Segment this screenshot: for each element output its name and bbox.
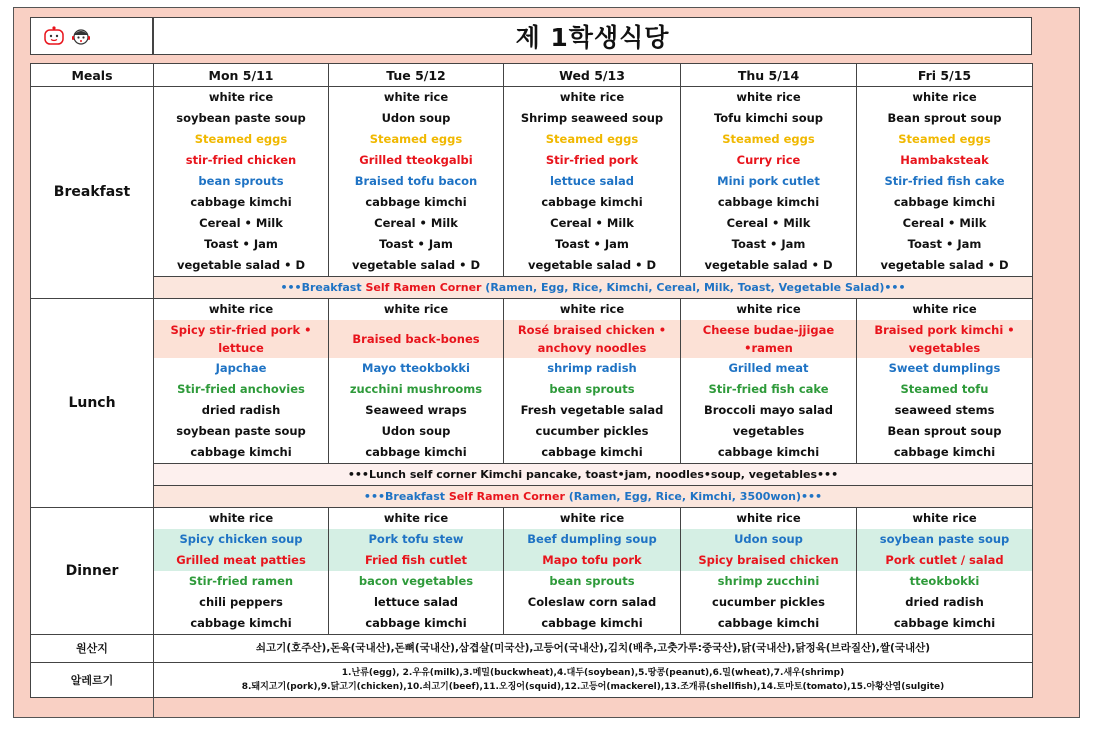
menu-item: Bean sprout soup bbox=[857, 108, 1033, 129]
menu-item: dried radish bbox=[154, 400, 329, 421]
menu-item: Mayo tteokbokki bbox=[329, 358, 504, 379]
dinner-row bbox=[31, 529, 1033, 550]
menu-item: vegetable salad • D bbox=[154, 255, 329, 277]
menu-item: Japchae bbox=[154, 358, 329, 379]
menu-item: bean sprouts bbox=[504, 571, 681, 592]
banner-text: •••Breakfast bbox=[363, 490, 449, 503]
menu-item: Pork cutlet / salad bbox=[857, 550, 1033, 571]
breakfast-row bbox=[31, 255, 1033, 277]
menu-item: white rice bbox=[681, 87, 857, 109]
notice-banner bbox=[154, 277, 1033, 299]
menu-table bbox=[30, 63, 1033, 698]
menu-item: white rice bbox=[329, 87, 504, 109]
menu-item: lettuce salad bbox=[329, 592, 504, 613]
menu-item: white rice bbox=[857, 87, 1033, 109]
menu-item: Grilled meat bbox=[681, 358, 857, 379]
menu-item: Cereal • Milk bbox=[329, 213, 504, 234]
banner-text: •••Breakfast bbox=[280, 281, 366, 294]
menu-item: cabbage kimchi bbox=[504, 192, 681, 213]
menu-item: Udon soup bbox=[329, 108, 504, 129]
menu-item: Broccoli mayo salad bbox=[681, 400, 857, 421]
page-title: 제 1학생식당 bbox=[515, 23, 670, 52]
menu-item: Udon soup bbox=[681, 529, 857, 550]
menu-item: white rice bbox=[329, 508, 504, 530]
menu-item: Steamed eggs bbox=[329, 129, 504, 150]
menu-body bbox=[31, 87, 1033, 698]
banner-text: (Ramen, Egg, Rice, Kimchi, Cereal, Milk, Toast, Vegetable Salad)••• bbox=[481, 281, 906, 294]
lunch-row bbox=[31, 400, 1033, 421]
menu-item: Grilled meat patties bbox=[154, 550, 329, 571]
meal-label: Breakfast bbox=[31, 87, 154, 299]
menu-item: Steamed eggs bbox=[504, 129, 681, 150]
menu-item: cabbage kimchi bbox=[504, 442, 681, 464]
lunch-row bbox=[31, 442, 1033, 464]
menu-item: cucumber pickles bbox=[504, 421, 681, 442]
menu-item: Stir-fried fish cake bbox=[681, 379, 857, 400]
menu-item: zucchini mushrooms bbox=[329, 379, 504, 400]
menu-item: Steamed eggs bbox=[681, 129, 857, 150]
menu-item: Braised back-bones bbox=[329, 320, 504, 358]
allergy-line: 1.난류(egg), 2.우유(milk),3.메밀(buckwheat),4.대두(soybean),5.땅콩(peanut),6.밀(wheat),7.새우(shrimp) bbox=[341, 668, 845, 678]
lunch-row bbox=[31, 299, 1033, 321]
menu-item: Stir-fried fish cake bbox=[857, 171, 1033, 192]
menu-item: lettuce salad bbox=[504, 171, 681, 192]
breakfast-row bbox=[31, 192, 1033, 213]
menu-item: Braised pork kimchi • vegetables bbox=[857, 320, 1033, 358]
allergy-label: 알레르기 bbox=[31, 663, 154, 698]
menu-item: Stir-fried ramen bbox=[154, 571, 329, 592]
origin-text: 쇠고기(호주산),돈육(국내산),돈뼈(국내산),삼겹살(미국산),고등어(국내산),김치(배추,고춧가루:중국산),닭(국내산),닭정육(브라질산),쌀(국내산) bbox=[154, 635, 1033, 663]
day-header: Thu 5/14 bbox=[681, 64, 857, 87]
notice-banner bbox=[154, 486, 1033, 508]
menu-item: cabbage kimchi bbox=[681, 613, 857, 635]
menu-item: cabbage kimchi bbox=[329, 613, 504, 635]
allergy-text bbox=[154, 663, 1033, 698]
menu-item: white rice bbox=[504, 299, 681, 321]
header-row bbox=[31, 64, 1033, 87]
menu-item: Cereal • Milk bbox=[504, 213, 681, 234]
menu-item: Spicy stir-fried pork • lettuce bbox=[154, 320, 329, 358]
robot-mascot-icon bbox=[43, 26, 65, 46]
menu-item: dried radish bbox=[857, 592, 1033, 613]
menu-item: chili peppers bbox=[154, 592, 329, 613]
menu-item: cabbage kimchi bbox=[154, 613, 329, 635]
menu-item: white rice bbox=[681, 299, 857, 321]
chef-mascot-icon bbox=[69, 26, 93, 46]
dinner-row bbox=[31, 571, 1033, 592]
menu-item: Bean sprout soup bbox=[857, 421, 1033, 442]
menu-item: vegetables bbox=[681, 421, 857, 442]
lunch-row bbox=[31, 358, 1033, 379]
menu-item: Toast • Jam bbox=[329, 234, 504, 255]
menu-item: Stir-fried pork bbox=[504, 150, 681, 171]
menu-item: cabbage kimchi bbox=[504, 613, 681, 635]
banner-text: Self Ramen Corner bbox=[365, 281, 482, 294]
breakfast-row bbox=[31, 213, 1033, 234]
menu-item: soybean paste soup bbox=[154, 421, 329, 442]
menu-item: Cheese budae-jjigae •ramen bbox=[681, 320, 857, 358]
menu-item: shrimp radish bbox=[504, 358, 681, 379]
menu-item: Mini pork cutlet bbox=[681, 171, 857, 192]
lunch-row bbox=[31, 421, 1033, 442]
menu-item: cabbage kimchi bbox=[681, 192, 857, 213]
dinner-row bbox=[31, 592, 1033, 613]
menu-item: cabbage kimchi bbox=[681, 442, 857, 464]
menu-item: Toast • Jam bbox=[154, 234, 329, 255]
breakfast-row bbox=[31, 87, 1033, 109]
menu-item: Toast • Jam bbox=[857, 234, 1033, 255]
banner-text: Self Ramen Corner bbox=[448, 490, 565, 503]
title-box bbox=[153, 17, 1032, 55]
menu-item: white rice bbox=[504, 87, 681, 109]
menu-item: Curry rice bbox=[681, 150, 857, 171]
menu-item: Cereal • Milk bbox=[857, 213, 1033, 234]
menu-item: cabbage kimchi bbox=[857, 192, 1033, 213]
dinner-row bbox=[31, 508, 1033, 530]
menu-item: Pork tofu stew bbox=[329, 529, 504, 550]
menu-item: Udon soup bbox=[329, 421, 504, 442]
notice-banner bbox=[154, 464, 1033, 486]
day-header: Wed 5/13 bbox=[504, 64, 681, 87]
menu-item: Braised tofu bacon bbox=[329, 171, 504, 192]
menu-item: white rice bbox=[154, 508, 329, 530]
logo-area bbox=[30, 17, 153, 55]
menu-item: bean sprouts bbox=[504, 379, 681, 400]
menu-item: cabbage kimchi bbox=[857, 613, 1033, 635]
menu-item: Steamed eggs bbox=[154, 129, 329, 150]
menu-item: vegetable salad • D bbox=[504, 255, 681, 277]
menu-item: seaweed stems bbox=[857, 400, 1033, 421]
menu-item: Steamed tofu bbox=[857, 379, 1033, 400]
menu-item: cabbage kimchi bbox=[154, 192, 329, 213]
day-header: Tue 5/12 bbox=[329, 64, 504, 87]
menu-item: soybean paste soup bbox=[857, 529, 1033, 550]
allergy-line: 8.돼지고기(pork),9.닭고기(chicken),10.쇠고기(beef),11.오징어(squid),12.고등어(mackerel),13.조개류(shellfish),14.토마토(tomato),15.아황산염(sulgite) bbox=[241, 682, 945, 692]
lunch-row bbox=[31, 379, 1033, 400]
menu-item: Beef dumpling soup bbox=[504, 529, 681, 550]
breakfast-row bbox=[31, 150, 1033, 171]
menu-item: white rice bbox=[681, 508, 857, 530]
menu-item: Spicy chicken soup bbox=[154, 529, 329, 550]
menu-item: vegetable salad • D bbox=[329, 255, 504, 277]
meals-header: Meals bbox=[31, 64, 154, 87]
menu-item: cabbage kimchi bbox=[857, 442, 1033, 464]
menu-item: Stir-fried anchovies bbox=[154, 379, 329, 400]
menu-item: white rice bbox=[154, 87, 329, 109]
breakfast-row bbox=[31, 234, 1033, 255]
menu-item: white rice bbox=[154, 299, 329, 321]
menu-item: Fried fish cutlet bbox=[329, 550, 504, 571]
lunch-banner-row bbox=[31, 464, 1033, 486]
lunch-banner-row bbox=[31, 486, 1033, 508]
menu-item: white rice bbox=[504, 508, 681, 530]
menu-item: Cereal • Milk bbox=[681, 213, 857, 234]
menu-item: white rice bbox=[857, 508, 1033, 530]
menu-item: Steamed eggs bbox=[857, 129, 1033, 150]
menu-item: vegetable salad • D bbox=[681, 255, 857, 277]
banner-text: •••Lunch self corner Kimchi pancake, toast•jam, noodles•soup, vegetables••• bbox=[347, 468, 839, 481]
menu-item: Spicy braised chicken bbox=[681, 550, 857, 571]
menu-item: stir-fried chicken bbox=[154, 150, 329, 171]
menu-item: Cereal • Milk bbox=[154, 213, 329, 234]
menu-item: cabbage kimchi bbox=[329, 442, 504, 464]
breakfast-banner-row bbox=[31, 277, 1033, 299]
dinner-row bbox=[31, 613, 1033, 635]
breakfast-row bbox=[31, 171, 1033, 192]
origin-label: 원산지 bbox=[31, 635, 154, 663]
menu-item: Toast • Jam bbox=[504, 234, 681, 255]
meal-label: Dinner bbox=[31, 508, 154, 635]
menu-item: Shrimp seaweed soup bbox=[504, 108, 681, 129]
menu-item: vegetable salad • D bbox=[857, 255, 1033, 277]
menu-item: cabbage kimchi bbox=[154, 442, 329, 464]
menu-item: cabbage kimchi bbox=[329, 192, 504, 213]
breakfast-row bbox=[31, 129, 1033, 150]
day-header: Mon 5/11 bbox=[154, 64, 329, 87]
frame-divider bbox=[153, 698, 154, 718]
menu-item: Coleslaw corn salad bbox=[504, 592, 681, 613]
menu-item: Seaweed wraps bbox=[329, 400, 504, 421]
menu-item: Grilled tteokgalbi bbox=[329, 150, 504, 171]
menu-item: cucumber pickles bbox=[681, 592, 857, 613]
menu-item: Fresh vegetable salad bbox=[504, 400, 681, 421]
menu-item: tteokbokki bbox=[857, 571, 1033, 592]
origin-row bbox=[31, 635, 1033, 663]
day-header: Fri 5/15 bbox=[857, 64, 1033, 87]
menu-item: Mapo tofu pork bbox=[504, 550, 681, 571]
menu-item: bean sprouts bbox=[154, 171, 329, 192]
meal-label: Lunch bbox=[31, 299, 154, 508]
menu-item: bacon vegetables bbox=[329, 571, 504, 592]
lunch-row bbox=[31, 320, 1033, 358]
menu-item: Hambaksteak bbox=[857, 150, 1033, 171]
menu-item: shrimp zucchini bbox=[681, 571, 857, 592]
menu-item: Sweet dumplings bbox=[857, 358, 1033, 379]
menu-item: Toast • Jam bbox=[681, 234, 857, 255]
breakfast-row bbox=[31, 108, 1033, 129]
allergy-row bbox=[31, 663, 1033, 698]
menu-item: soybean paste soup bbox=[154, 108, 329, 129]
menu-item: Rosé braised chicken • anchovy noodles bbox=[504, 320, 681, 358]
menu-item: white rice bbox=[857, 299, 1033, 321]
menu-item: white rice bbox=[329, 299, 504, 321]
dinner-row bbox=[31, 550, 1033, 571]
menu-item: Tofu kimchi soup bbox=[681, 108, 857, 129]
banner-text: (Ramen, Egg, Rice, Kimchi, 3500won)••• bbox=[564, 490, 823, 503]
